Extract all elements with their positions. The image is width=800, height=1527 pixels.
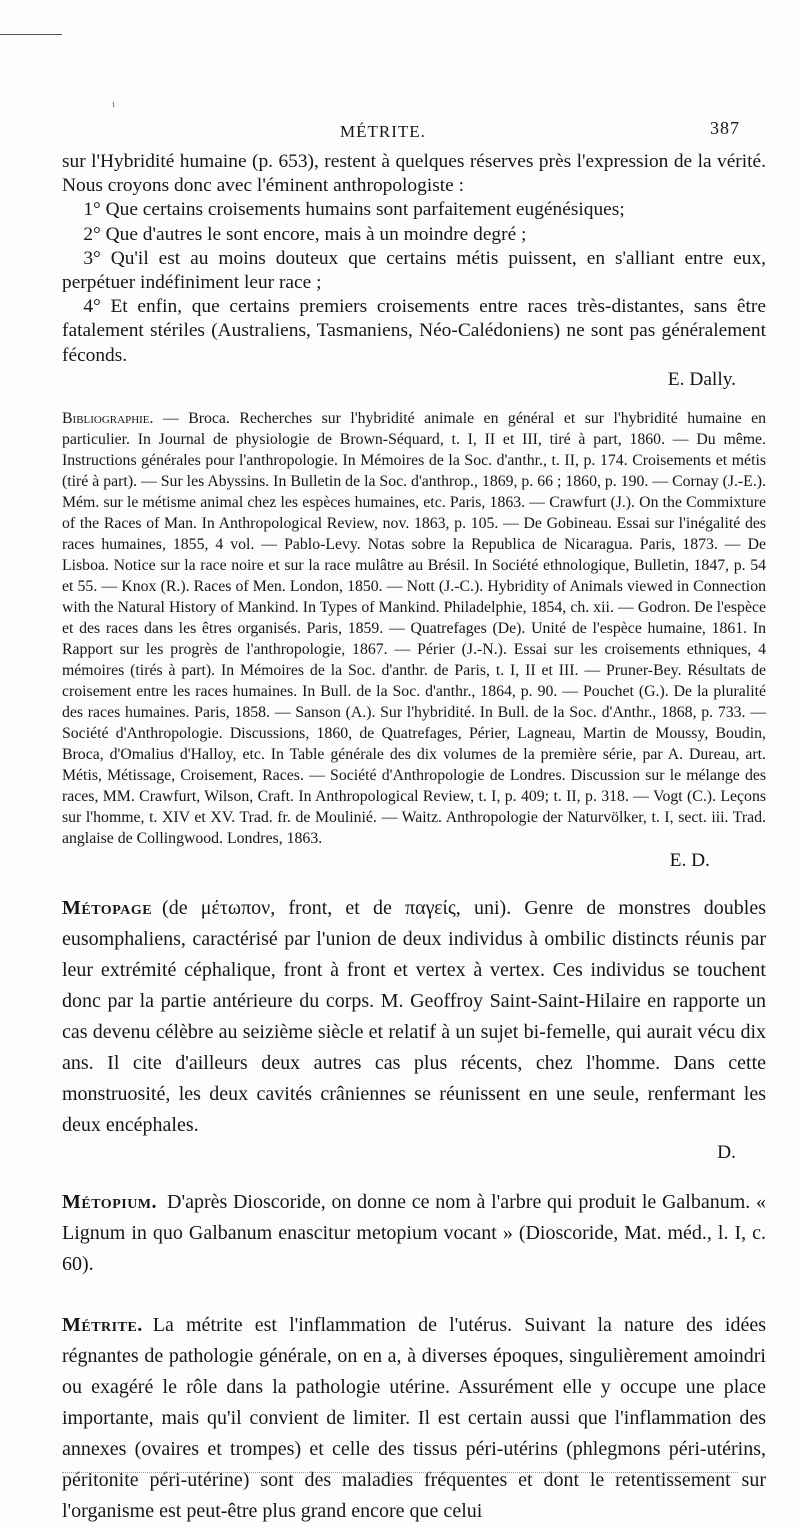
metopium-text: D'après Dioscoride, on donne ce nom à l'arbre qui produit le Galbanum. « Lignum in quo Galbanum enascitur metopium vocant » (Dioscoride, Mat. méd., l. I, c. 60). <box>62 1191 766 1276</box>
signature-dally: E. Dally. <box>667 368 736 390</box>
bibliography-label: Bibliographie. <box>62 410 154 428</box>
body-text <box>62 150 766 1527</box>
entry-metopage <box>62 893 766 1141</box>
hybridite-point-3: 3° Qu'il est au moins douteux que certains métis puissent, en s'alliant entre eux, perpétuer indéfiniment leur race ; <box>62 247 766 294</box>
headword-metopium: Métopium. <box>62 1191 158 1214</box>
signature-d: D. <box>717 1142 736 1164</box>
headword-metrite: Métrite. <box>62 1314 143 1337</box>
running-title: MÉTRITE. <box>340 122 426 141</box>
hybridite-point-4: 4° Et enfin, que certains premiers croisements entre races très-distantes, sans être fatalement stériles (Australiens, Tasmaniens, Néo-Calédoniens) ne sont pas généralement féconds. <box>62 296 766 366</box>
bibliography <box>62 408 766 849</box>
footer-rule <box>62 1472 738 1473</box>
headword-metopage: Métopage <box>62 897 153 920</box>
top-rule <box>0 34 62 35</box>
signature-ed: E. D. <box>669 850 710 872</box>
print-speck: ι <box>112 98 115 110</box>
entry-metopium <box>62 1187 766 1280</box>
metopage-text: (de μέτωπον, front, et de παγείς, uni). Genre de monstres doubles eusomphaliens, caractérisé par l'union de deux individus à ombilic distincts réunis par leur extrémité céphalique, front à front et vertex à vertex. Ces individus se touchent donc par la partie antérieure du corps. M. Geoffroy Saint-Saint-Hilaire en rapporte un cas devenu célèbre au seizième siècle et relatif à un sujet bi-femelle, qui aurait vécu dix ans. Il cite d'ailleurs deux autres cas plus récents, chez l'homme. Dans cette monstruosité, les deux cavités crâniennes se réunissent en une seule, renfermant les deux encéphales. <box>62 897 766 1137</box>
page-header <box>62 118 740 144</box>
entry-metrite <box>62 1310 766 1527</box>
bibliography-text: — Broca. Recherches sur l'hybridité animale en général et sur l'hybridité humaine en particulier. In Journal de physiologie de Brown-Séquard, t. I, II et III, tiré à part, 1860. — Du même. Instructions générales pour l'anthropologie. In Mémoires de la Soc. d'anthr., t. II, p. 174. Croisements et métis (tiré à part). — Sur les Abyssins. In Bulletin de la Soc. d'anthrop., 1869, p. 66 ; 1860, p. 190. — Cornay (J.-E.). Mém. sur le métisme animal chez les espèces humaines, etc. Paris, 1863. — Crawfurt (J.). On the Commixture of the Races of Man. In Anthropological Review, nov. 1863, p. 105. — De Gobineau. Essai sur l'inégalité des races humaines, 1855, 4 vol. — Pablo-Levy. Notas sobre la Republica de Nicaragua. Paris, 1873. — De Lisboa. Notice sur la race noire et sur la race mulâtre au Brésil. In Société ethnologique, Bulletin, 1847, p. 54 et 55. — Knox (R.). Races of Men. London, 1850. — Nott (J.-C.). Hybridity of Animals viewed in Connection with the Natural History of Mankind. In Types of Mankind. Philadelphie, 1854, ch. xii. — Godron. De l'espèce et des races dans les êtres organisés. Paris, 1859. — Quatrefages (De). Unité de l'espèce humaine, 1861. In Rapport sur les progrès de l'anthropologie, 1867. — Périer (J.-N.). Essai sur les croisements ethniques, 4 mémoires (tirés à part). In Mémoires de la Soc. d'anthr. de Paris, t. I, II et III. — Pruner-Bey. Résultats de croisement entre les races humaines. In Bull. de la Soc. d'anthr., 1864, p. 90. — Pouchet (G.). De la pluralité des races humaines. Paris, 1858. — Sanson (A.). Sur l'hybridité. In Bull. de la Soc. d'Anthr., 1868, p. 733. — Société d'Anthropologie. Discussions, 1860, de Quatrefages, Périer, Lagneau, Martin de Moussy, Boudin, Broca, d'Omalius d'Halloy, etc. In Table générale des dix volumes de la première série, par A. Dureau, art. Métis, Métissage, Croisement, Races. — Société d'Anthropologie de Londres. Discussion sur le mélange des races, MM. Crawfurt, Wilson, Craft. In Anthropological Review, t. I, p. 409; t. II, p. 318. — Vogt (C.). Leçons sur l'homme, t. XIV et XV. Trad. fr. de Moulinié. — Waitz. Anthropologie der Naturvölker, t. I, sect. iii. Trad. anglaise de Collingwood. Londres, 1863. <box>62 410 766 848</box>
hybridite-point-1: 1° Que certains croisements humains sont parfaitement eugénésiques; <box>83 199 625 221</box>
hybridite-intro: sur l'Hybridité humaine (p. 653), restent à quelques réserves près l'expression de la vérité. Nous croyons donc avec l'éminent anthropologiste : <box>62 151 766 197</box>
hybridite-point-2: 2° Que d'autres le sont encore, mais à un moindre degré ; <box>83 223 527 245</box>
page-number: 387 <box>710 118 740 138</box>
metrite-text: La métrite est l'inflammation de l'utérus. Suivant la nature des idées régnantes de pathologie générale, on en a, à diverses époques, singulièrement amoindri ou exagéré le rôle dans la pathologie utérine. Assurément elle y occupe une place importante, mais qu'il convient de limiter. Il est certain aussi que l'inflammation des annexes (ovaires et trompes) et celle des tissus péri-utérins (phlegmons péri-utérins, péritonite péri-utérine) sont des maladies fréquentes et dont le retentissement sur l'organisme est peut-être plus grand encore que celui <box>62 1314 766 1523</box>
